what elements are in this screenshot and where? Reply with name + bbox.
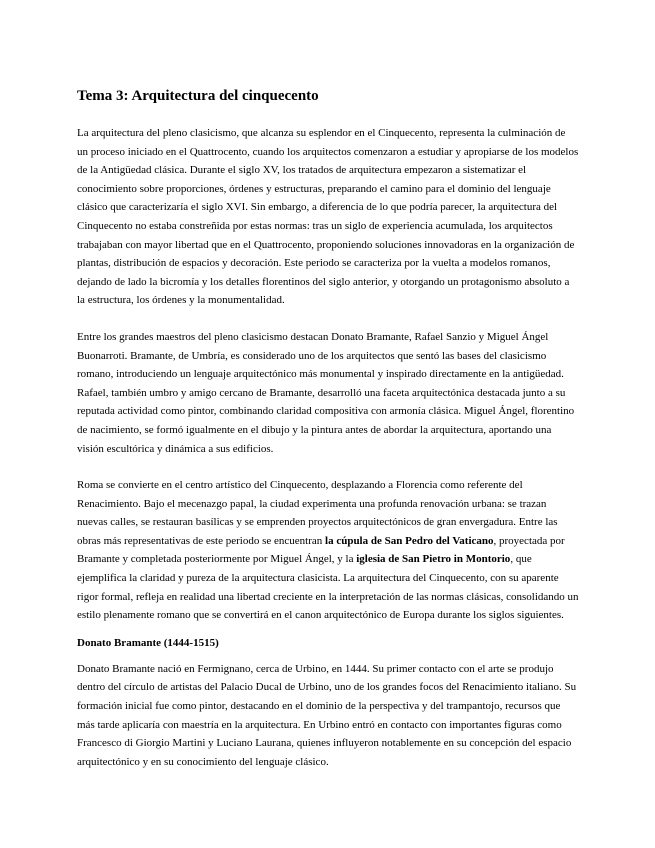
paragraph-rome-text-c: , proyectada por Bramante y completada posteriormente por Miguel Ángel, y la xyxy=(77,534,565,566)
paragraph-bramante: Donato Bramante nació en Fermignano, cerca de Urbino, en 1444. Su primer contacto con el arte se produjo dentro del círculo de artistas del Palacio Ducal de Urbino, uno de los grandes focos del Renacimiento italiano. Su formación inicial fue como pintor, destacando en el dominio de la perspectiva y del trampantojo, recursos que más tarde aplicaría con maestría en la arquitectura. En Urbino entró en contacto con importantes figuras como Francesco di Giorgio Martini y Luciano Laurana, quienes influyeron notablemente en su concepción del espacio arquitectónico y en su conocimiento del lenguaje clásico. xyxy=(77,662,577,768)
section-heading-bramante: Donato Bramante (1444-1515) xyxy=(77,636,219,649)
paragraph-masters: Entre los grandes maestros del pleno clasicismo destacan Donato Bramante, Rafael Sanzio y Miguel Ángel Buonarroti. Bramante, de Umbría, es considerado uno de los arquitectos que sentó las bases del clasicismo romano, introduciendo un lenguaje arquitectónico más monumental y inspirado directamente en la antigüedad. Rafael, también umbro y amigo cercano de Bramante, desarrolló una faceta arquitectónica destacada junto a su reputada actividad como pintor, combinando claridad compositiva con armonía clásica. Miguel Ángel, florentino de nacimiento, se formó igualmente en el dibujo y la pintura antes de abordar la arquitectura, aportando una visión escultórica y dinámica a sus edificios. xyxy=(77,330,575,455)
paragraph-intro: La arquitectura del pleno clasicismo, que alcanza su esplendor en el Cinquecento, representa la culminación de un proceso iniciado en el Quattrocento, cuando los arquitectos comenzaron a estudiar y apropiarse de los modelos de la Antigüedad clásica. Durante el siglo XV, los tratados de arquitectura empezaron a sistematizar el conocimiento sobre proporciones, órdenes y estructuras, preparando el camino para el dominio del lenguaje clásico que caracterizaría el siglo XVI. Sin embargo, a diferencia de lo que podría parecer, la arquitectura del Cinquecento no estaba constreñida por estas normas: tras un siglo de experiencia acumulada, los arquitectos trabajaban con mayor libertad que en el Quattrocento, proponiendo soluciones innovadoras en la organización de plantas, distribución de espacios y decoración. Este periodo se caracteriza por la vuelta a modelos romanos, dejando de lado la bicromía y los detalles florentinos del siglo anterior, y otorgando un protagonismo absoluto a la estructura, los órdenes y la monumentalidad. xyxy=(77,127,579,307)
bold-cupula-san-pedro: la cúpula de San Pedro del Vaticano xyxy=(325,534,494,547)
bold-san-pietro-montorio: iglesia de San Pietro in Montorio xyxy=(356,553,511,566)
paragraph-rome-text-a: Roma se convierte en el centro artístico del Cinquecento, desplazando a Florencia como referente del Renacimiento. Bajo el mecenazgo papal, la ciudad experimenta una profunda renovación urbana: se trazan nuevas calles, se restauran basílicas y se emprenden proyectos arquitectónicos de gran envergadura. Entre las obras más representativas de este periodo se encuentran xyxy=(77,479,558,547)
paragraph-rome xyxy=(77,476,579,625)
document-body xyxy=(77,86,579,789)
paragraph-rome-text-d: , que ejemplifica la claridad y pureza de la arquitectura clasicista. La arquitectura del Cinquecento, con su aparente rigor formal, refleja en realidad una libertad creciente en la interpretación de las normas clásicas, consolidando un estilo plenamente romano que se convertirá en el canon arquitectónico de Europa durante los siglos siguientes. xyxy=(77,553,579,622)
document-title: Tema 3: Arquitectura del cinquecento xyxy=(77,88,319,104)
